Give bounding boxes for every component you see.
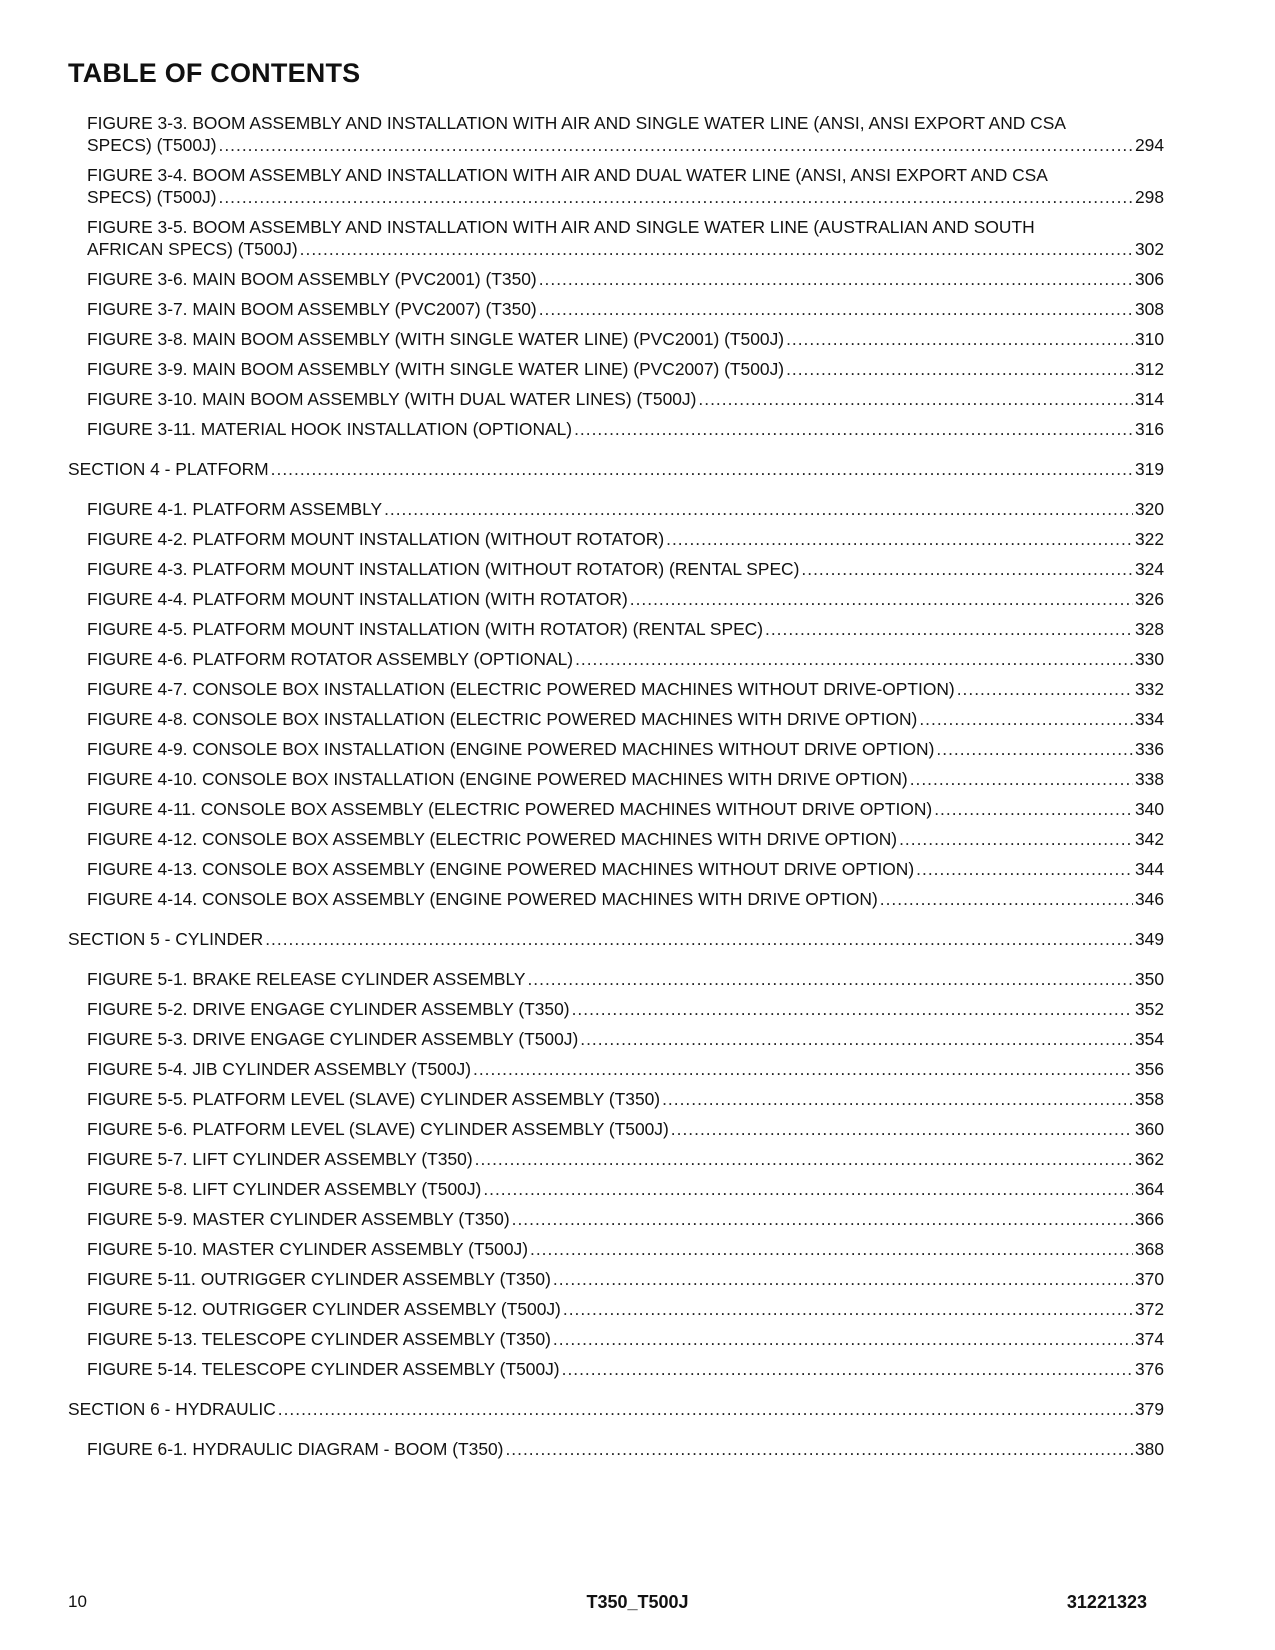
dot-leader	[563, 1298, 1133, 1320]
toc-entry-title-line1: FIGURE 3-4. BOOM ASSEMBLY AND INSTALLATION WITH AIR AND DUAL WATER LINE (ANSI, ANSI EXPORT AND CSA	[87, 165, 1048, 185]
toc-entry-page-number: 330	[1134, 649, 1164, 669]
toc-entry-title: FIGURE 5-4. JIB CYLINDER ASSEMBLY (T500J)	[87, 1059, 471, 1079]
toc-figure-entry[interactable]	[87, 388, 1164, 410]
toc-entry-page-number: 358	[1134, 1089, 1164, 1109]
toc-entry-page-number: 336	[1134, 739, 1164, 759]
dot-leader	[483, 1178, 1133, 1200]
toc-figure-entry[interactable]	[87, 1028, 1164, 1050]
toc-entry-page-number: 308	[1134, 299, 1164, 319]
toc-entry-title: FIGURE 4-5. PLATFORM MOUNT INSTALLATION (WITH ROTATOR) (RENTAL SPEC)	[87, 619, 764, 639]
dot-leader	[530, 1238, 1133, 1260]
toc-figure-entry[interactable]	[87, 1268, 1164, 1290]
toc-entry-title: SECTION 5 - CYLINDER	[68, 929, 264, 949]
toc-entry-title: FIGURE 4-14. CONSOLE BOX ASSEMBLY (ENGINE POWERED MACHINES WITH DRIVE OPTION)	[87, 889, 878, 909]
dot-leader	[575, 648, 1133, 670]
toc-entry-page-number: 322	[1134, 529, 1164, 549]
toc-entry-page-number: 294	[1134, 135, 1164, 155]
toc-entry-page-number: 316	[1134, 419, 1164, 439]
toc-entry-page-number: 320	[1134, 499, 1164, 519]
toc-entry-page-number: 349	[1134, 929, 1164, 949]
toc-entry-page-number: 346	[1134, 889, 1164, 909]
toc-figure-entry[interactable]	[87, 1178, 1164, 1200]
toc-section-entry[interactable]	[68, 928, 1164, 950]
toc-entry-page-number: 326	[1134, 589, 1164, 609]
dot-leader	[300, 238, 1133, 260]
dot-leader	[899, 828, 1133, 850]
toc-figure-entry[interactable]	[87, 498, 1164, 520]
toc-figure-entry[interactable]	[87, 1088, 1164, 1110]
dot-leader	[278, 1398, 1133, 1420]
toc-entry-title: FIGURE 3-10. MAIN BOOM ASSEMBLY (WITH DUAL WATER LINES) (T500J)	[87, 389, 697, 409]
toc-entry-page-number: 310	[1134, 329, 1164, 349]
dot-leader	[553, 1268, 1133, 1290]
dot-leader	[580, 1028, 1133, 1050]
dot-leader	[219, 186, 1133, 208]
dot-leader	[916, 858, 1133, 880]
toc-entry-page-number: 350	[1134, 969, 1164, 989]
toc-figure-entry[interactable]	[87, 164, 1164, 208]
toc-entry-page-number: 298	[1134, 187, 1164, 207]
toc-entry-page-number: 306	[1134, 269, 1164, 289]
toc-entry-title: SECTION 4 - PLATFORM	[68, 459, 269, 479]
toc-entry-title: FIGURE 5-3. DRIVE ENGAGE CYLINDER ASSEMBLY (T500J)	[87, 1029, 579, 1049]
toc-figure-entry[interactable]	[87, 828, 1164, 850]
toc-entry-page-number: 338	[1134, 769, 1164, 789]
footer-page-number: 10	[68, 1592, 87, 1611]
toc-entry-title: FIGURE 3-11. MATERIAL HOOK INSTALLATION (OPTIONAL)	[87, 419, 573, 439]
toc-figure-entry[interactable]	[87, 588, 1164, 610]
dot-leader	[539, 298, 1133, 320]
dot-leader	[786, 328, 1133, 350]
toc-section-entry[interactable]	[68, 458, 1164, 480]
toc-entry-title: SPECS) (T500J)	[87, 187, 217, 207]
toc-entry-title: FIGURE 5-12. OUTRIGGER CYLINDER ASSEMBLY (T500J)	[87, 1299, 561, 1319]
toc-figure-entry[interactable]	[87, 1148, 1164, 1170]
toc-entry-title: FIGURE 4-1. PLATFORM ASSEMBLY	[87, 499, 383, 519]
toc-entry-title: FIGURE 3-6. MAIN BOOM ASSEMBLY (PVC2001) (T350)	[87, 269, 537, 289]
toc-list	[0, 112, 1275, 1460]
toc-figure-entry[interactable]	[87, 708, 1164, 730]
footer-model: T350_T500J	[586, 1592, 689, 1612]
dot-leader	[630, 588, 1133, 610]
toc-entry-title: SECTION 6 - HYDRAULIC	[68, 1399, 276, 1419]
toc-entry-page-number: 344	[1134, 859, 1164, 879]
toc-entry-title: AFRICAN SPECS) (T500J)	[87, 239, 298, 259]
toc-entry-page-number: 376	[1134, 1359, 1164, 1379]
dot-leader	[572, 998, 1133, 1020]
toc-entry-title: FIGURE 5-10. MASTER CYLINDER ASSEMBLY (T500J)	[87, 1239, 529, 1259]
toc-entry-title: FIGURE 5-8. LIFT CYLINDER ASSEMBLY (T500J)	[87, 1179, 482, 1199]
dot-leader	[957, 678, 1133, 700]
dot-leader	[765, 618, 1133, 640]
toc-entry-title: FIGURE 4-3. PLATFORM MOUNT INSTALLATION (WITHOUT ROTATOR) (RENTAL SPEC)	[87, 559, 800, 579]
toc-figure-entry[interactable]	[87, 798, 1164, 820]
toc-entry-page-number: 362	[1134, 1149, 1164, 1169]
toc-entry-page-number: 368	[1134, 1239, 1164, 1259]
toc-entry-title: FIGURE 5-5. PLATFORM LEVEL (SLAVE) CYLINDER ASSEMBLY (T350)	[87, 1089, 661, 1109]
toc-entry-title: FIGURE 4-9. CONSOLE BOX INSTALLATION (ENGINE POWERED MACHINES WITHOUT DRIVE OPTION)	[87, 739, 935, 759]
toc-entry-title: FIGURE 4-7. CONSOLE BOX INSTALLATION (ELECTRIC POWERED MACHINES WITHOUT DRIVE-OPTION)	[87, 679, 955, 699]
toc-entry-title: FIGURE 4-4. PLATFORM MOUNT INSTALLATION (WITH ROTATOR)	[87, 589, 628, 609]
toc-figure-entry[interactable]	[87, 298, 1164, 320]
dot-leader	[698, 388, 1133, 410]
toc-figure-entry[interactable]	[87, 358, 1164, 380]
dot-leader	[662, 1088, 1133, 1110]
toc-figure-entry[interactable]	[87, 216, 1164, 260]
toc-entry-title: FIGURE 4-8. CONSOLE BOX INSTALLATION (ELECTRIC POWERED MACHINES WITH DRIVE OPTION)	[87, 709, 918, 729]
toc-entry-title: FIGURE 5-11. OUTRIGGER CYLINDER ASSEMBLY (T350)	[87, 1269, 551, 1289]
toc-figure-entry[interactable]	[87, 738, 1164, 760]
toc-figure-entry[interactable]	[87, 1298, 1164, 1320]
dot-leader	[880, 888, 1133, 910]
toc-figure-entry[interactable]	[87, 768, 1164, 790]
toc-entry-page-number: 366	[1134, 1209, 1164, 1229]
dot-leader	[910, 768, 1133, 790]
toc-entry-page-number: 340	[1134, 799, 1164, 819]
toc-figure-entry[interactable]	[87, 858, 1164, 880]
toc-entry-page-number: 360	[1134, 1119, 1164, 1139]
dot-leader	[671, 1118, 1133, 1140]
toc-entry-page-number: 342	[1134, 829, 1164, 849]
dot-leader	[934, 798, 1133, 820]
toc-entry-title: SPECS) (T500J)	[87, 135, 217, 155]
toc-entry-title: FIGURE 5-9. MASTER CYLINDER ASSEMBLY (T350)	[87, 1209, 510, 1229]
toc-figure-entry[interactable]	[87, 1438, 1164, 1460]
toc-entry-page-number: 379	[1134, 1399, 1164, 1419]
dot-leader	[553, 1328, 1133, 1350]
toc-entry-page-number: 319	[1134, 459, 1164, 479]
dot-leader	[539, 268, 1133, 290]
dot-leader	[666, 528, 1133, 550]
toc-entry-page-number: 332	[1134, 679, 1164, 699]
toc-entry-title: FIGURE 5-2. DRIVE ENGAGE CYLINDER ASSEMBLY (T350)	[87, 999, 570, 1019]
toc-figure-entry[interactable]	[87, 1238, 1164, 1260]
toc-figure-entry[interactable]	[87, 558, 1164, 580]
toc-entry-title: FIGURE 3-7. MAIN BOOM ASSEMBLY (PVC2007) (T350)	[87, 299, 537, 319]
toc-entry-page-number: 356	[1134, 1059, 1164, 1079]
toc-entry-page-number: 364	[1134, 1179, 1164, 1199]
dot-leader	[473, 1058, 1133, 1080]
toc-entry-page-number: 380	[1134, 1439, 1164, 1459]
dot-leader	[271, 458, 1133, 480]
dot-leader	[265, 928, 1133, 950]
toc-entry-title: FIGURE 5-14. TELESCOPE CYLINDER ASSEMBLY (T500J)	[87, 1359, 560, 1379]
toc-entry-page-number: 314	[1134, 389, 1164, 409]
toc-entry-title: FIGURE 5-1. BRAKE RELEASE CYLINDER ASSEMBLY	[87, 969, 526, 989]
toc-entry-title: FIGURE 4-6. PLATFORM ROTATOR ASSEMBLY (OPTIONAL)	[87, 649, 574, 669]
toc-figure-entry[interactable]	[87, 1358, 1164, 1380]
toc-entry-title: FIGURE 3-9. MAIN BOOM ASSEMBLY (WITH SINGLE WATER LINE) (PVC2007) (T500J)	[87, 359, 785, 379]
dot-leader	[512, 1208, 1133, 1230]
toc-figure-entry[interactable]	[87, 1058, 1164, 1080]
dot-leader	[936, 738, 1133, 760]
toc-entry-page-number: 334	[1134, 709, 1164, 729]
toc-entry-title: FIGURE 4-10. CONSOLE BOX INSTALLATION (ENGINE POWERED MACHINES WITH DRIVE OPTION)	[87, 769, 908, 789]
dot-leader	[801, 558, 1133, 580]
toc-entry-title: FIGURE 4-11. CONSOLE BOX ASSEMBLY (ELECTRIC POWERED MACHINES WITHOUT DRIVE OPTION)	[87, 799, 933, 819]
dot-leader	[562, 1358, 1133, 1380]
toc-figure-entry[interactable]	[87, 268, 1164, 290]
toc-entry-page-number: 302	[1134, 239, 1164, 259]
page-title: TABLE OF CONTENTS	[68, 58, 361, 88]
dot-leader	[527, 968, 1133, 990]
toc-figure-entry[interactable]	[87, 112, 1164, 156]
toc-figure-entry[interactable]	[87, 678, 1164, 700]
toc-figure-entry[interactable]	[87, 528, 1164, 550]
toc-entry-page-number: 354	[1134, 1029, 1164, 1049]
toc-figure-entry[interactable]	[87, 618, 1164, 640]
footer-doc-number: 31221323	[1066, 1592, 1147, 1612]
toc-figure-entry[interactable]	[87, 1328, 1164, 1350]
toc-figure-entry[interactable]	[87, 648, 1164, 670]
dot-leader	[786, 358, 1133, 380]
toc-entry-title-line1: FIGURE 3-5. BOOM ASSEMBLY AND INSTALLATION WITH AIR AND SINGLE WATER LINE (AUSTRALIAN AND SOUTH	[87, 217, 1035, 237]
toc-entry-page-number: 370	[1134, 1269, 1164, 1289]
dot-leader	[475, 1148, 1133, 1170]
toc-entry-page-number: 372	[1134, 1299, 1164, 1319]
toc-entry-page-number: 374	[1134, 1329, 1164, 1349]
toc-entry-page-number: 328	[1134, 619, 1164, 639]
toc-figure-entry[interactable]	[87, 1208, 1164, 1230]
toc-figure-entry[interactable]	[87, 418, 1164, 440]
toc-figure-entry[interactable]	[87, 968, 1164, 990]
toc-entry-page-number: 324	[1134, 559, 1164, 579]
dot-leader	[505, 1438, 1133, 1460]
toc-entry-page-number: 312	[1134, 359, 1164, 379]
dot-leader	[919, 708, 1133, 730]
toc-figure-entry[interactable]	[87, 888, 1164, 910]
toc-entry-title-line1: FIGURE 3-3. BOOM ASSEMBLY AND INSTALLATION WITH AIR AND SINGLE WATER LINE (ANSI, ANSI EXPORT AND CSA	[87, 113, 1066, 133]
dot-leader	[219, 134, 1133, 156]
toc-entry-title: FIGURE 4-13. CONSOLE BOX ASSEMBLY (ENGINE POWERED MACHINES WITHOUT DRIVE OPTION)	[87, 859, 915, 879]
toc-entry-page-number: 352	[1134, 999, 1164, 1019]
dot-leader	[384, 498, 1133, 520]
toc-entry-title: FIGURE 3-8. MAIN BOOM ASSEMBLY (WITH SINGLE WATER LINE) (PVC2001) (T500J)	[87, 329, 785, 349]
toc-figure-entry[interactable]	[87, 998, 1164, 1020]
toc-figure-entry[interactable]	[87, 1118, 1164, 1140]
toc-entry-title: FIGURE 4-2. PLATFORM MOUNT INSTALLATION (WITHOUT ROTATOR)	[87, 529, 665, 549]
dot-leader	[574, 418, 1133, 440]
toc-entry-title: FIGURE 5-7. LIFT CYLINDER ASSEMBLY (T350)	[87, 1149, 473, 1169]
toc-entry-title: FIGURE 5-6. PLATFORM LEVEL (SLAVE) CYLINDER ASSEMBLY (T500J)	[87, 1119, 669, 1139]
toc-entry-title: FIGURE 5-13. TELESCOPE CYLINDER ASSEMBLY (T350)	[87, 1329, 551, 1349]
toc-entry-title: FIGURE 4-12. CONSOLE BOX ASSEMBLY (ELECTRIC POWERED MACHINES WITH DRIVE OPTION)	[87, 829, 898, 849]
toc-section-entry[interactable]	[68, 1398, 1164, 1420]
toc-figure-entry[interactable]	[87, 328, 1164, 350]
toc-entry-title: FIGURE 6-1. HYDRAULIC DIAGRAM - BOOM (T350)	[87, 1439, 504, 1459]
